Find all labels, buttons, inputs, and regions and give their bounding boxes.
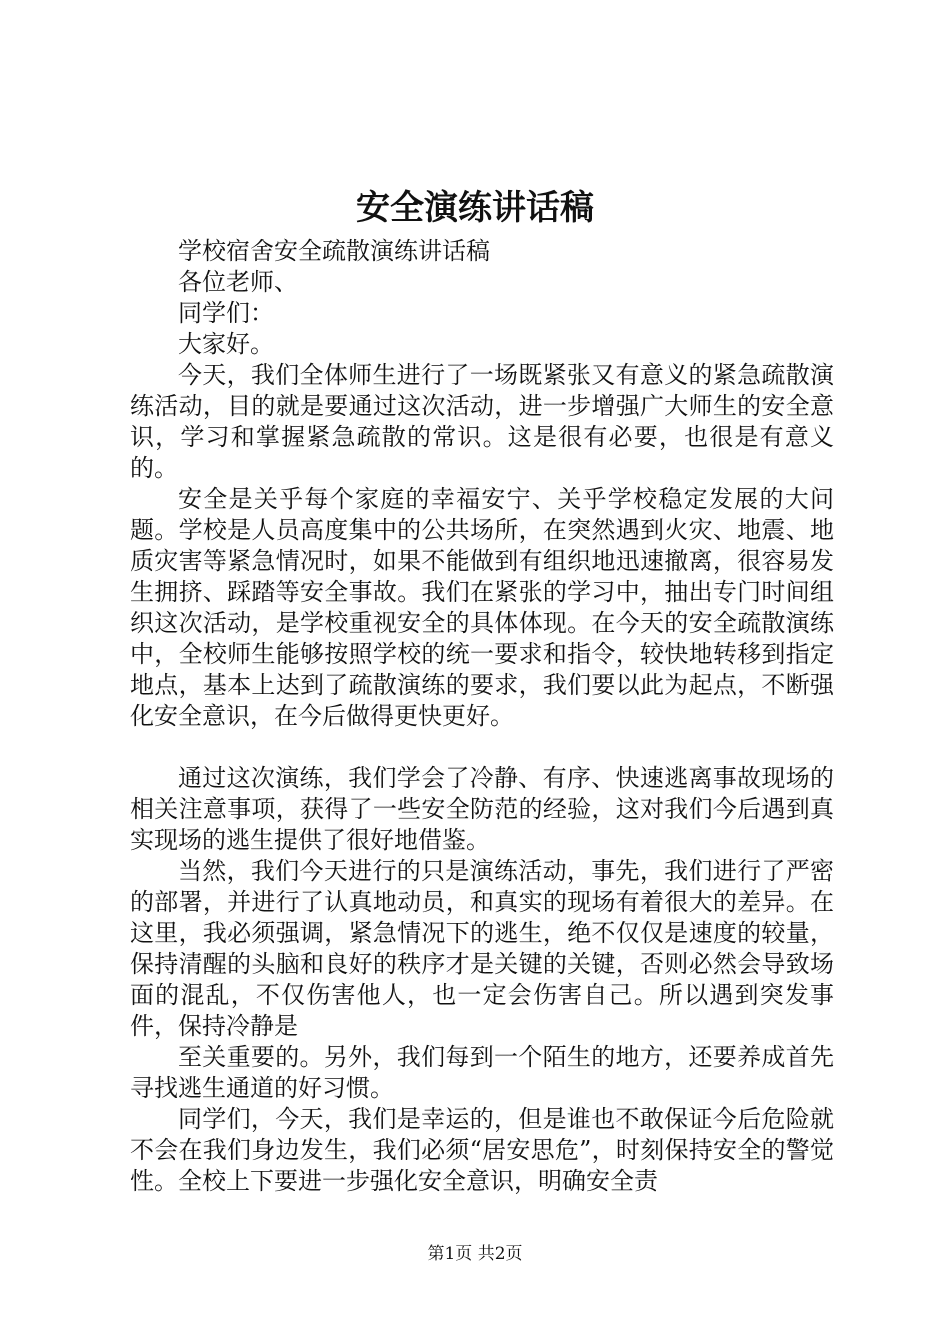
paragraph-body: 至关重要的。另外，我们每到一个陌生的地方，还要养成首先寻找逃生通道的好习惯。 — [130, 1043, 834, 1102]
paragraph-salutation-students: 同学们： — [178, 299, 274, 327]
paragraph-body: 通过这次演练，我们学会了冷静、有序、快速逃离事故现场的相关注意事项，获得了一些安全防范的经验，这对我们今后遇到真实现场的逃生提供了很好地借鉴。 — [130, 764, 834, 854]
paragraph-body: 安全是关乎每个家庭的幸福安宁、关乎学校稳定发展的大问题。学校是人员高度集中的公共场所，在突然遇到火灾、地震、地质灾害等紧急情况时，如果不能做到有组织地迅速撤离，很容易发生拥挤、踩踏等安全事故。我们在紧张的学习中，抽出专门时间组织这次活动，是学校重视安全的具体体现。在今天的安全疏散演练中，全校师生能够按照学校的统一要求和指令，较快地转移到指定地点，基本上达到了疏散演练的要求，我们要以此为起点，不断强化安全意识，在今后做得更快更好。 — [130, 485, 834, 730]
document-title: 安全演练讲话稿 — [356, 188, 594, 228]
page-number-footer: 第1页 共2页 — [427, 1244, 523, 1264]
paragraph-body: 当然，我们今天进行的只是演练活动，事先，我们进行了严密的部署，并进行了认真地动员，和真实的现场有着很大的差异。在这里，我必须强调，紧急情况下的逃生，绝不仅仅是速度的较量，保持清醒的头脑和良好的秩序才是关键的关键，否则必然会导致场面的混乱，不仅伤害他人，也一定会伤害自己。所以遇到突发事件，保持冷静是 — [130, 857, 834, 1040]
paragraph-subtitle: 学校宿舍安全疏散演练讲话稿 — [178, 237, 490, 265]
paragraph-greeting: 大家好。 — [178, 330, 274, 358]
paragraph-body: 同学们，今天，我们是幸运的，但是谁也不敢保证今后危险就不会在我们身边发生，我们必须“居安思危”，时刻保持安全的警觉性。全校上下要进一步强化安全意识，明确安全责 — [130, 1105, 834, 1195]
paragraph-body: 今天，我们全体师生进行了一场既紧张又有意义的紧急疏散演练活动，目的就是要通过这次活动，进一步增强广大师生的安全意识，学习和掌握紧急疏散的常识。这是很有必要，也很是有意义的。 — [130, 361, 834, 482]
paragraph-salutation-teachers: 各位老师、 — [178, 268, 298, 296]
document-body — [130, 236, 834, 1197]
